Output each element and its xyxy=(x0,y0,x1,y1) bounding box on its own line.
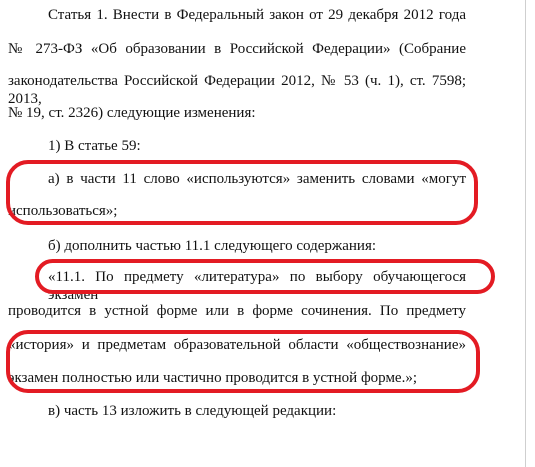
item-b: б) дополнить частью 11.1 следующего содержания: xyxy=(48,238,377,254)
item-a-line-1: а) в части 11 слово «используются» заменить словами «могут xyxy=(48,171,466,187)
quoted-text-line-1: «11.1. По предмету «литература» по выбору обучающегося экзамен xyxy=(48,269,466,303)
paragraph-article-1-line-2: № 273-ФЗ «Об образовании в Российской Федерации» (Собрание xyxy=(8,41,466,57)
paragraph-article-1-line-3: законодательства Российской Федерации 2012, № 53 (ч. 1), ст. 7598; 2013, xyxy=(8,73,466,107)
paragraph-article-1-line-1: Статья 1. Внести в Федеральный закон от 29 декабря 2012 года xyxy=(48,7,466,23)
quoted-text-line-4: экзамен полностью или частично проводится в устной форме.»; xyxy=(8,370,418,386)
item-v: в) часть 13 изложить в следующей редакции: xyxy=(48,403,337,419)
page-edge-rule xyxy=(525,0,526,467)
subsection-article-59: 1) В статье 59: xyxy=(48,138,141,154)
paragraph-article-1-line-4: № 19, ст. 2326) следующие изменения: xyxy=(8,105,256,121)
quoted-text-line-3: «история» и предметам образовательной области «обществознание» xyxy=(8,337,466,353)
item-a-line-2: использоваться»; xyxy=(8,203,118,219)
quoted-text-line-2: проводится в устной форме или в форме сочинения. По предмету xyxy=(8,303,466,319)
